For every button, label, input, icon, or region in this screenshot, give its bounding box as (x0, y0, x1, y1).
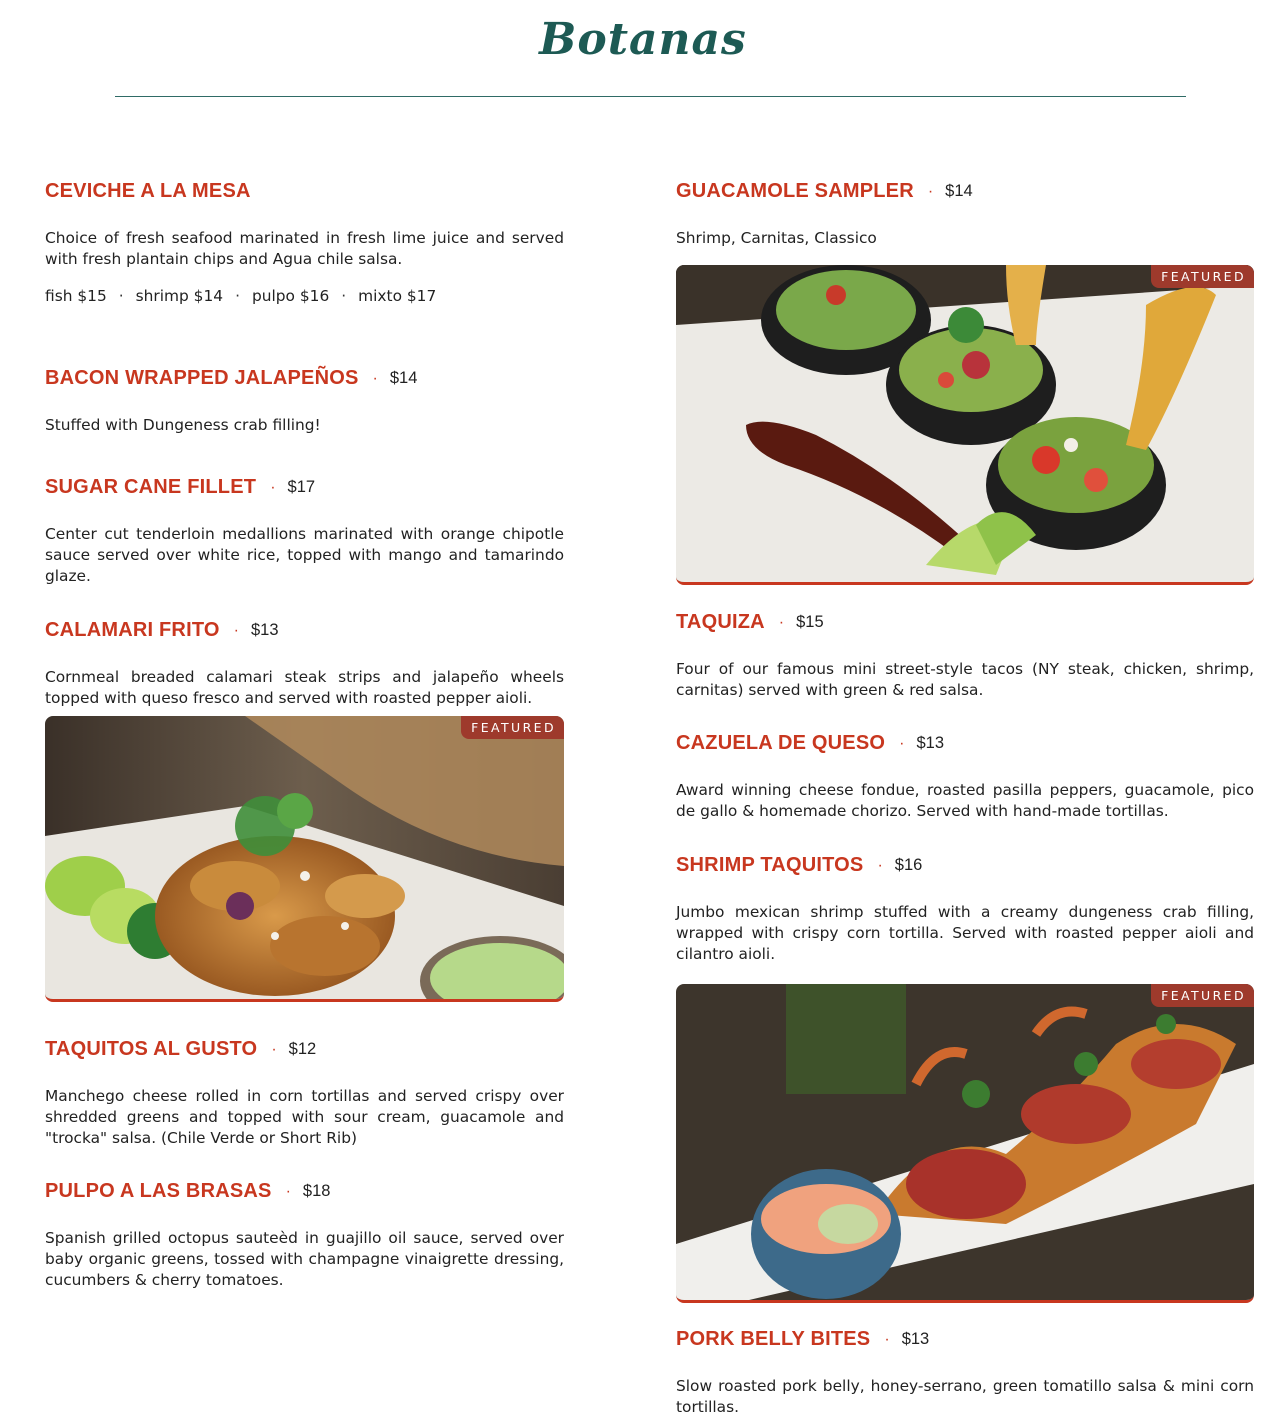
item-name: PORK BELLY BITES (676, 1328, 871, 1350)
item-price: $15 (796, 613, 824, 631)
separator-dot: · (271, 1041, 277, 1058)
featured-badge: FEATURED (1151, 265, 1254, 288)
menu-item-bacon-jalapenos (45, 366, 564, 436)
item-price: $12 (288, 1040, 317, 1058)
item-name: BACON WRAPPED JALAPEÑOS (45, 367, 359, 389)
item-description: Spanish grilled octopus sauteèd in guajillo oil sauce, served over baby organic greens, tossed with champagne vinaigrette dressing, cucumbers & cherry tomatoes. (45, 1229, 564, 1289)
calamari-photo (45, 716, 564, 1002)
item-name: GUACAMOLE SAMPLER (676, 180, 914, 202)
menu-item-pulpo-a-las-brasas (45, 1179, 564, 1290)
item-name: TAQUITOS AL GUSTO (45, 1038, 258, 1060)
item-name: CALAMARI FRITO (45, 619, 220, 641)
item-name: CEVICHE A LA MESA (45, 180, 251, 202)
separator-dot: · (235, 287, 240, 305)
item-description: Cornmeal breaded calamari steak strips and jalapeño wheels topped with queso fresco and served with roasted pepper aioli. (45, 668, 564, 707)
featured-badge: FEATURED (461, 716, 564, 739)
item-description: Jumbo mexican shrimp stuffed with a creamy dungeness crab filling, wrapped with crispy corn tortilla. Served with roasted pepper aioli and cilantro aioli. (676, 903, 1254, 963)
separator-dot: · (285, 1183, 291, 1200)
guacamole-photo (676, 265, 1254, 585)
item-price: $13 (916, 734, 944, 752)
item-description: Four of our famous mini street-style tacos (NY steak, chicken, shrimp, carnitas) served with green & red salsa. (676, 660, 1254, 699)
separator-dot: · (118, 287, 124, 305)
featured-badge: FEATURED (1151, 984, 1254, 1007)
ceviche-variants (45, 287, 564, 305)
item-name: TAQUIZA (676, 611, 765, 633)
variant-shrimp: shrimp $14 (135, 287, 224, 305)
item-price: $16 (894, 856, 923, 874)
title-divider (115, 96, 1186, 97)
item-price: $13 (250, 621, 279, 639)
separator-dot: · (899, 735, 905, 752)
item-description: Stuffed with Dungeness crab filling! (45, 416, 321, 434)
separator-dot: · (270, 479, 276, 496)
menu-item-guacamole-sampler (676, 179, 1254, 249)
menu-item-shrimp-taquitos (676, 853, 1254, 964)
separator-dot: · (233, 622, 239, 639)
separator-dot: · (372, 370, 378, 387)
item-description: Shrimp, Carnitas, Classico (676, 229, 877, 247)
guacamole-image (676, 265, 1254, 585)
menu-item-sugar-cane-fillet (45, 475, 564, 586)
item-price: $14 (945, 182, 973, 200)
item-price: $18 (302, 1182, 331, 1200)
separator-dot: · (927, 183, 934, 200)
item-name: SUGAR CANE FILLET (45, 476, 257, 498)
shrimp-taquitos-photo (676, 984, 1254, 1303)
separator-dot: · (778, 614, 785, 631)
shrimp-taquitos-image (676, 984, 1254, 1303)
item-name: SHRIMP TAQUITOS (676, 854, 864, 876)
separator-dot: · (341, 287, 347, 305)
menu-item-taquiza (676, 610, 1254, 701)
menu-item-calamari-frito (45, 618, 564, 709)
separator-dot: · (884, 1331, 890, 1348)
section-title: Botanas (539, 14, 747, 65)
calamari-image (45, 716, 564, 1002)
item-price: $13 (901, 1330, 930, 1348)
menu-item-taquitos-al-gusto (45, 1037, 564, 1148)
variant-mixto: mixto $17 (358, 287, 437, 305)
item-description: Center cut tenderloin medallions marinated with orange chipotle sauce served over white rice, topped with mango and tamarindo glaze. (45, 525, 564, 585)
item-description: Manchego cheese rolled in corn tortillas and served crispy over shredded greens and topped with sour cream, guacamole and "trocka" salsa. (Chile Verde or Short Rib) (45, 1087, 564, 1147)
item-description: Slow roasted pork belly, honey-serrano, green tomatillo salsa & mini corn tortillas. (676, 1377, 1254, 1416)
menu-item-ceviche (45, 179, 564, 270)
menu-item-cazuela-de-queso (676, 731, 1254, 822)
item-name: PULPO A LAS BRASAS (45, 1180, 272, 1202)
separator-dot: · (877, 857, 883, 874)
item-price: $14 (389, 369, 418, 387)
menu-item-pork-belly-bites (676, 1327, 1254, 1418)
item-name: CAZUELA DE QUESO (676, 732, 886, 754)
item-description: Choice of fresh seafood marinated in fresh lime juice and served with fresh plantain chips and Agua chile salsa. (45, 229, 564, 268)
item-price: $17 (287, 478, 316, 496)
item-description: Award winning cheese fondue, roasted pasilla peppers, guacamole, pico de gallo & homemade chorizo. Served with hand-made tortillas. (676, 781, 1254, 820)
variant-fish: fish $15 (45, 287, 107, 305)
variant-pulpo: pulpo $16 (251, 287, 330, 305)
